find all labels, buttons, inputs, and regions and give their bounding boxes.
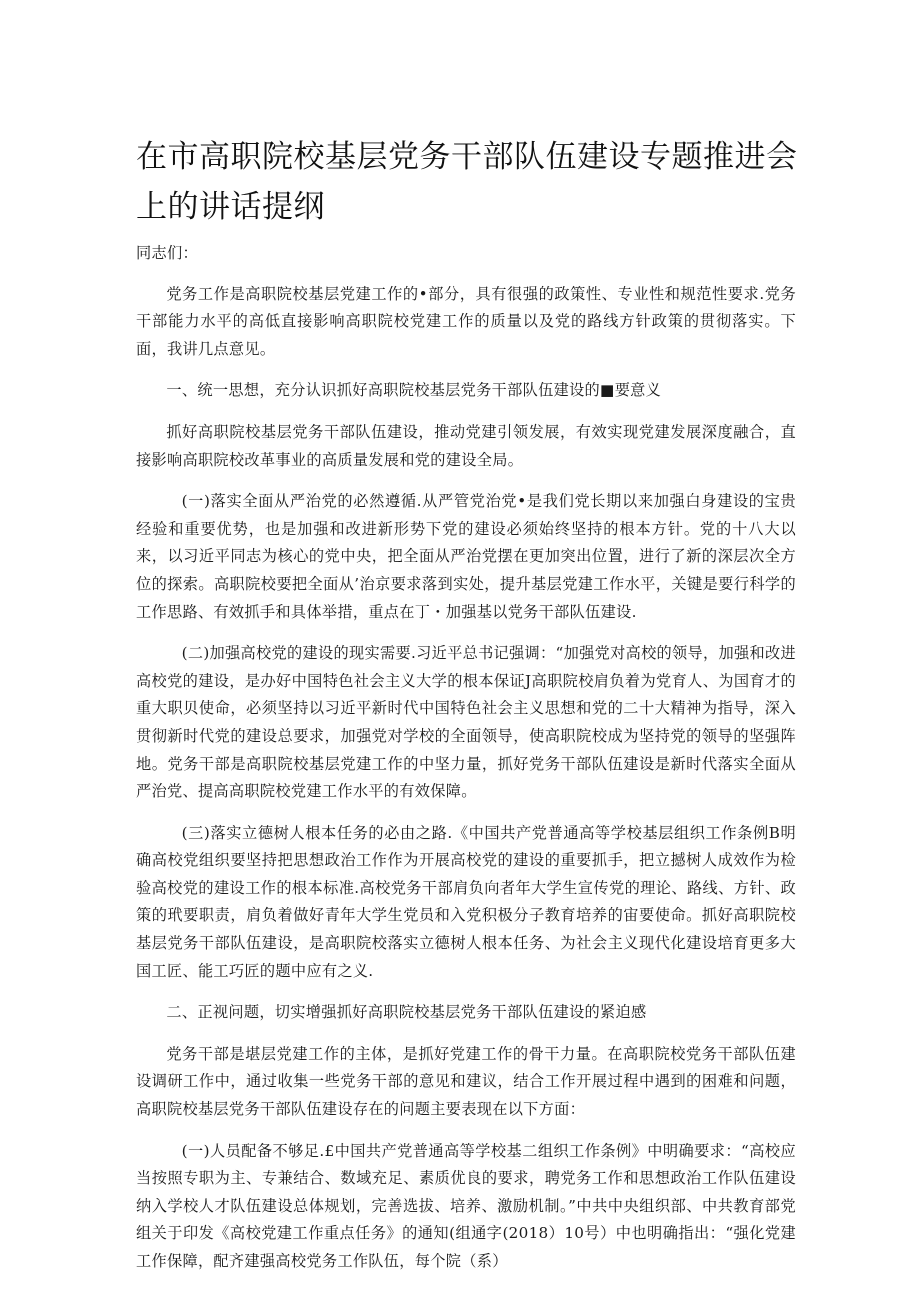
section-heading-1: 一、统一思想，充分认识抓好高职院校基层党务干部队伍建设的■要意义 xyxy=(166,381,662,400)
salutation: 同志们： xyxy=(136,244,198,262)
section-1-paragraph: 抓好高职院校基层党务干部队伍建设，推动党建引领发展，有效实现党建发展深度融合，直接影响高职院校改革事业的高质量发展和党的建设全局。 xyxy=(136,422,796,469)
section-2-paragraph: 党务干部是堪层党建工作的主体，是抓好党建工作的骨干力量。在高职院校党务干部队伍建设调研工作中，通过收集一些党务干部的意见和建议，结合工作开展过程中遇到的困难和问题，高职院校基层党务干部队伍建设存在的问题主要表现在以下方面： xyxy=(136,1044,796,1119)
section-heading-2: 二、正视问题，切实增强抓好高职院校基层党务干部队伍建设的紧迫感 xyxy=(166,1003,647,1022)
intro-paragraph: 党务工作是高职院校基层党建工作的•部分，具有很强的政策性、专业性和规范性要求.党务干部能力水平的高低直接影响高职院校党建工作的质量以及党的路线方针政策的贯彻落实。下面，我讲几点意见。 xyxy=(136,284,796,358)
subsection-1-1: (一)落实全面从严治党的必然遵循.从严管党治党•是我们党长期以来加强白身建设的宝贵经验和重要优势，也是加强和改进新形势下党的建设必须始终坚持的根本方针。党的十八大以来，以习近平同志为核心的党中央，把全面从严治党摆在更加突出位置，进行了新的深层次全方位的探索。高职院校要把全面从’治京要求落到实处，提升基层党建工作水平，关键是要行科学的工作思路、有效抓手和具体举措，重点在丁・加强基以党务干部队伍建设. xyxy=(136,492,796,621)
subsection-1-3: (三)落实立德树人根本任务的必由之路.《中国共产党普通高等学校基层组织工作条例B明确高校党组织要坚持把思想政治工作作为开展高校党的建设的重要抓手，把立撼树人成效作为检验高校党的建设工作的根本标准.高校党务干部肩负向者年大学生宣传党的理论、路线、方针、政策的玳要职责，肩负着做好青年大学生党员和入党积极分子教育培养的宙要使命。抓好高职院校基层党务干部队伍建设，是高职院校落实立德树人根本任务、为社会主义现代化建设培育更多大国工匠、能工巧匠的题中应有之义. xyxy=(136,823,796,980)
document-body xyxy=(136,240,796,1290)
document-title: 在市高职院校基层党务干部队伍建设专题推进会上的讲话提纲 xyxy=(136,139,798,225)
subsection-2-1: (一)人员配备不够足.£中国共产党普通高等学校基二组织工作条例》中明确要求：“高校应当按照专职为主、专兼结合、数域充足、素质优良的要求，聘党务工作和思想政治工作队伍建设纳入学校人才队伍建设总体规划，完善选拔、培养、激励机制。”中共中央组织部、中共教育部党组关于印发《高校党建工作重点任务》的通知(组通字(2018）10号）中也明确指出：“强化党建工作保障，配齐建强高校党务工作队伍，每个院（系） xyxy=(136,1141,797,1270)
subsection-1-2: (二)加强高校党的建设的现实需要.习近平总书记强调：“加强党对高校的领导，加强和改进高校党的建设，是办好中国特色社会主义大学的根本保证J高职院校肩负着为党育人、为国育才的重大职贝使命，必须坚持以习近平新时代中国特色社会主义思想和党的二十大精神为指导，深入贯彻新时代党的建设总要求，加强党对学校的全面领导，使高职院校成为坚持党的领导的坚强阵地。党务干部是高职院校基层党建工作的中坚力量，抓好党务干部队伍建设是新时代落实全面从严治党、提高高职院校党建工作水平的有效保障。 xyxy=(136,644,796,801)
